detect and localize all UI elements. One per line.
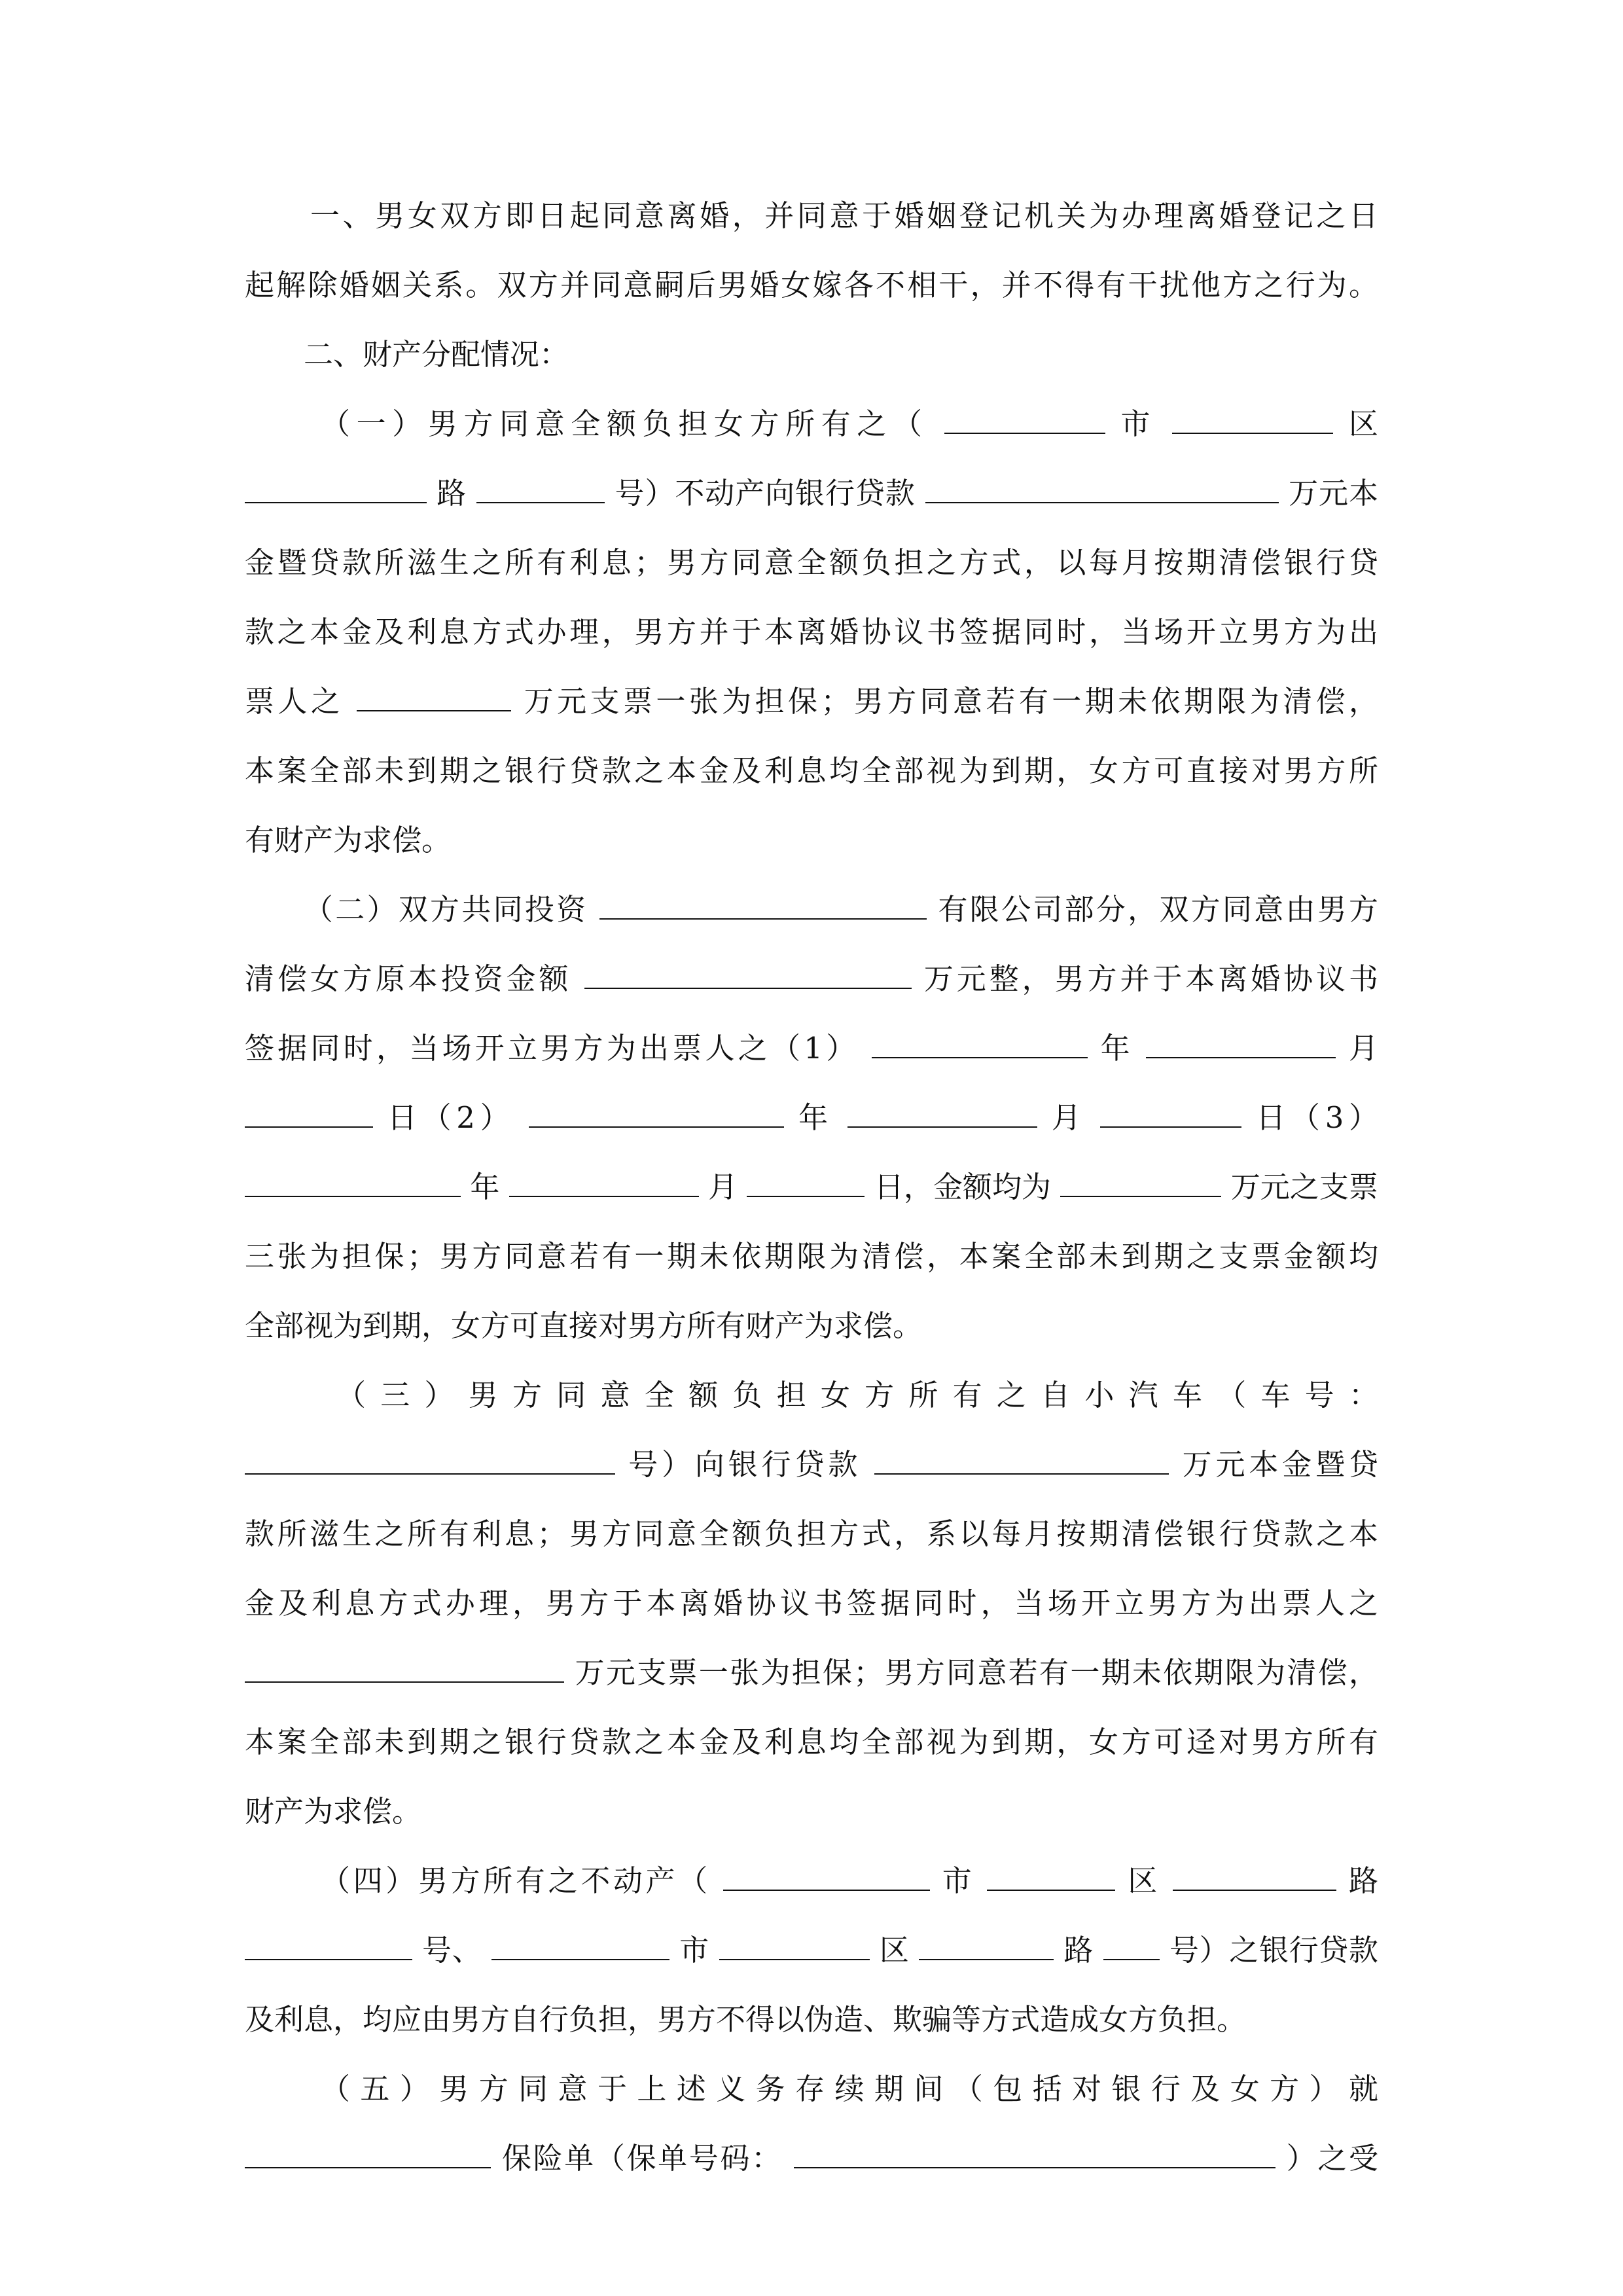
text-run: 年 <box>1100 1031 1133 1066</box>
text-line <box>245 1029 1378 1068</box>
text-line <box>245 474 1378 513</box>
fill-in-blank <box>245 1171 461 1197</box>
fill-in-blank <box>1100 1102 1241 1128</box>
fill-in-blank <box>872 1032 1088 1058</box>
text-run: （五）男方同意于上述义务存续期间（包括对银行及女方）就 <box>321 2072 1378 2106</box>
fill-in-blank <box>944 408 1105 434</box>
text-run: 区 <box>879 1933 910 1967</box>
fill-in-blank <box>245 477 427 503</box>
text-run: 起解除婚姻关系。双方并同意嗣后男婚女嫁各不相干，并不得有干扰他方之行为。 <box>245 268 1378 302</box>
text-run: 月 <box>1051 1100 1086 1135</box>
fill-in-blank <box>719 1934 870 1960</box>
text-run: ）之受 <box>1286 2141 1378 2176</box>
text-run: 号）之银行贷款 <box>1169 1933 1378 1967</box>
fill-in-blank <box>491 1934 669 1960</box>
fill-in-blank <box>925 477 1279 503</box>
text-line <box>310 196 1378 236</box>
text-run: 万元之支票 <box>1230 1170 1378 1204</box>
text-run: 财产为求偿。 <box>245 1794 422 1829</box>
text-run: 款所滋生之所有利息；男方同意全额负担方式，系以每月按期清偿银行贷款之本 <box>245 1516 1378 1551</box>
text-run: 万元支票一张为担保；男方同意若有一期未依期限为清偿， <box>524 684 1378 719</box>
text-run: （三）男方同意全额负担女方所有之自小汽车（车号： <box>336 1378 1378 1412</box>
fill-in-blank <box>245 1102 373 1128</box>
text-line <box>245 1931 1378 1970</box>
text-run: 本案全部未到期之银行贷款之本金及利息均全部视为到期，女方可直接对男方所 <box>245 753 1378 788</box>
text-run: （四）男方所有之不动产（ <box>321 1863 711 1898</box>
text-line <box>245 1584 1378 1623</box>
text-run: 号、 <box>421 1933 482 1967</box>
fill-in-blank <box>723 1865 930 1891</box>
text-run: 三张为担保；男方同意若有一期未依期限为清偿，本案全部未到期之支票金额均 <box>245 1239 1378 1274</box>
text-line <box>245 960 1378 999</box>
text-run: 区 <box>1348 406 1378 441</box>
text-run: 月 <box>708 1170 738 1204</box>
text-run: 日（3） <box>1256 1100 1378 1135</box>
fill-in-blank <box>529 1102 784 1128</box>
fill-in-blank <box>794 2142 1275 2168</box>
text-run: 有财产为求偿。 <box>245 823 452 857</box>
text-run: 日（2） <box>387 1100 515 1135</box>
fill-in-blank <box>874 1448 1169 1475</box>
text-line <box>245 751 1378 791</box>
text-run: 金暨贷款所滋生之所有利息；男方同意全额负担之方式，以每月按期清偿银行贷 <box>245 545 1378 580</box>
text-line <box>245 2000 1378 2039</box>
text-run: 市 <box>1120 406 1157 441</box>
text-run: 路 <box>1348 1863 1378 1898</box>
text-run: 月 <box>1348 1031 1378 1066</box>
text-run: 金及利息方式办理，男方于本离婚协议书签据同时，当场开立男方为出票人之 <box>245 1586 1378 1621</box>
text-line <box>245 1306 1378 1346</box>
text-run: 市 <box>679 1933 709 1967</box>
text-line <box>245 613 1378 652</box>
text-line <box>245 682 1378 721</box>
text-line <box>245 1723 1378 1762</box>
fill-in-blank <box>245 2142 491 2168</box>
fill-in-blank <box>357 685 511 711</box>
fill-in-blank <box>1146 1032 1336 1058</box>
text-run: （一）男方同意全额负担女方所有之（ <box>321 406 929 441</box>
fill-in-blank <box>1172 408 1333 434</box>
text-line <box>245 1515 1378 1554</box>
fill-in-blank <box>476 477 605 503</box>
text-run: 路 <box>437 476 467 511</box>
text-run: 二、财产分配情况： <box>304 337 569 372</box>
text-run: 号）向银行贷款 <box>628 1447 862 1482</box>
text-line <box>245 1792 1378 1831</box>
text-line <box>245 1445 1378 1484</box>
text-run: 及利息，均应由男方自行负担，男方不得以伪造、欺骗等方式造成女方负担。 <box>245 2002 1247 2037</box>
text-run: 万元本 <box>1289 476 1378 511</box>
fill-in-blank <box>1060 1171 1221 1197</box>
fill-in-blank <box>747 1171 865 1197</box>
text-run: 一、男女双方即日起同意离婚，并同意于婚姻登记机关为办理离婚登记之日 <box>310 198 1378 233</box>
text-line <box>245 1168 1378 1207</box>
text-run: 有限公司部分，双方同意由男方 <box>938 892 1378 927</box>
text-line <box>321 2070 1378 2109</box>
text-run: 保险单（保单号码： <box>501 2141 783 2176</box>
text-line <box>245 1098 1378 1138</box>
text-run: （二）双方共同投资 <box>304 892 588 927</box>
fill-in-blank <box>245 1448 615 1475</box>
text-line <box>245 266 1378 305</box>
text-run: 全部视为到期，女方可直接对男方所有财产为求偿。 <box>245 1308 923 1343</box>
text-run: 款之本金及利息方式办理，男方并于本离婚协议书签据同时，当场开立男方为出 <box>245 615 1378 649</box>
fill-in-blank <box>245 1934 412 1960</box>
text-run: 年 <box>470 1170 500 1204</box>
text-run: 签据同时，当场开立男方为出票人之（1） <box>245 1031 859 1066</box>
text-run: 日，金额均为 <box>874 1170 1052 1204</box>
text-run: 万元本金暨贷 <box>1182 1447 1378 1482</box>
text-run: 年 <box>798 1100 833 1135</box>
text-line <box>245 543 1378 583</box>
fill-in-blank <box>245 1657 564 1683</box>
text-line <box>245 1237 1378 1276</box>
text-run: 区 <box>1128 1863 1161 1898</box>
fill-in-blank <box>919 1934 1054 1960</box>
fill-in-blank <box>847 1102 1037 1128</box>
text-run: 本案全部未到期之银行贷款之本金及利息均全部视为到期，女方可迳对男方所有 <box>245 1725 1378 1759</box>
text-line <box>304 890 1378 929</box>
text-run: 万元整，男方并于本离婚协议书 <box>923 961 1378 996</box>
text-run: 市 <box>942 1863 975 1898</box>
fill-in-blank <box>987 1865 1115 1891</box>
text-line <box>245 821 1378 860</box>
fill-in-blank <box>1173 1865 1336 1891</box>
text-line <box>304 335 1437 374</box>
fill-in-blank <box>599 893 927 920</box>
text-line <box>321 404 1378 444</box>
text-run: 号）不动产向银行贷款 <box>615 476 916 511</box>
text-line <box>336 1376 1378 1415</box>
text-run: 万元支票一张为担保；男方同意若有一期未依期限为清偿， <box>575 1655 1378 1690</box>
text-line <box>321 1861 1378 1901</box>
text-line <box>245 1653 1378 1693</box>
text-line <box>245 2139 1378 2178</box>
text-run: 路 <box>1063 1933 1094 1967</box>
text-run: 票人之 <box>245 684 344 719</box>
fill-in-blank <box>584 963 912 989</box>
fill-in-blank <box>509 1171 699 1197</box>
text-run: 清偿女方原本投资金额 <box>245 961 572 996</box>
fill-in-blank <box>1103 1934 1160 1960</box>
